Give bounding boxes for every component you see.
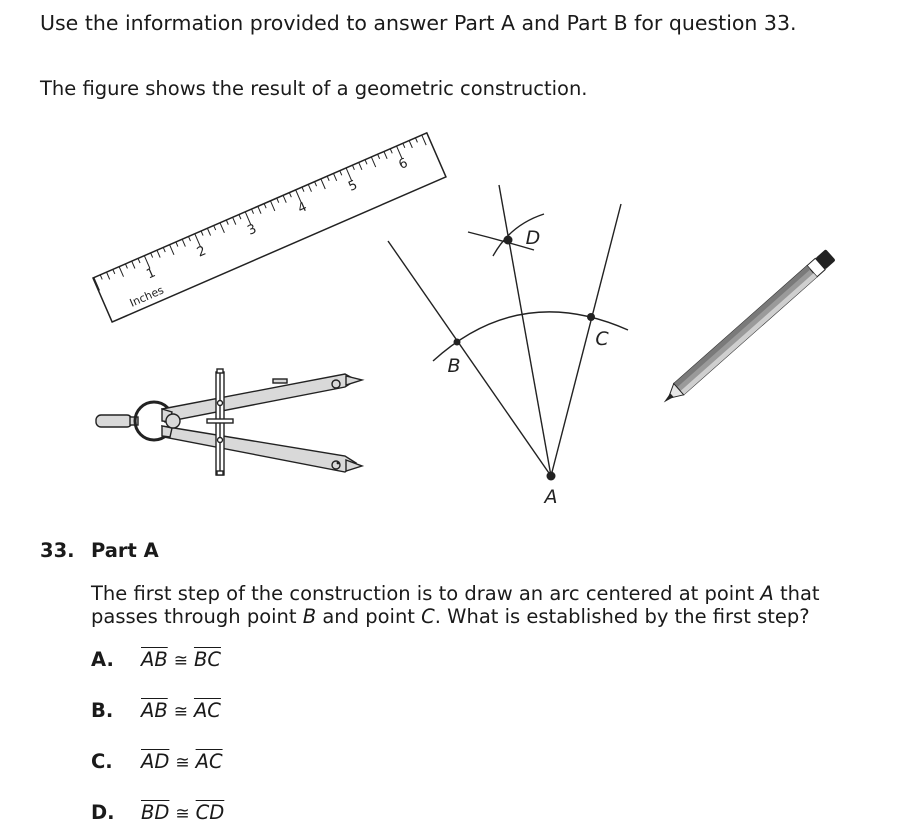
prompt-text: passes through point xyxy=(91,605,303,628)
point-a-label: A xyxy=(544,486,558,508)
question-number: 33. xyxy=(40,539,75,562)
compass-illustration xyxy=(96,369,362,475)
ray-ab xyxy=(388,241,551,476)
intro-text: Use the information provided to answer Part A and Part B for question 33. xyxy=(40,11,797,35)
choice-segment-left: $\overline{AB}$ xyxy=(141,648,168,671)
choice-letter: C. xyxy=(91,750,113,773)
prompt-point: C xyxy=(421,605,435,628)
ruler-label-1: 1 xyxy=(144,265,159,283)
prompt-line-1 xyxy=(91,582,891,605)
answer-choice-c[interactable] xyxy=(91,748,223,776)
congruent-symbol: ≅ xyxy=(173,702,188,722)
ruler-label-3: 3 xyxy=(245,221,259,239)
figure-caption: The figure shows the result of a geometric construction. xyxy=(40,77,588,100)
question-header xyxy=(40,539,159,562)
choice-letter: D. xyxy=(91,801,115,824)
ruler-label-5: 5 xyxy=(346,177,360,195)
prompt-text: The first step of the construction is to draw an arc centered at point xyxy=(91,582,761,605)
choice-letter: A. xyxy=(91,648,114,671)
choice-segment-left: $\overline{AB}$ xyxy=(141,699,168,722)
question-prompt xyxy=(91,582,891,628)
choice-letter: B. xyxy=(91,699,114,722)
answer-choice-d[interactable] xyxy=(91,799,224,827)
prompt-text: that xyxy=(773,582,820,605)
point-d-dot xyxy=(504,236,513,245)
choice-segment-right: $\overline{AC}$ xyxy=(193,699,221,722)
choice-segment-right: $\overline{BC}$ xyxy=(193,648,221,671)
point-a-dot xyxy=(547,472,556,481)
construction-points xyxy=(454,236,596,481)
choice-segment-left: $\overline{BD}$ xyxy=(141,801,170,824)
choice-segment-right: $\overline{CD}$ xyxy=(195,801,225,824)
angle-construction xyxy=(388,185,628,476)
prompt-point: B xyxy=(302,605,317,628)
choice-segment-left: $\overline{AD}$ xyxy=(141,750,170,773)
prompt-text: and point xyxy=(316,605,422,628)
point-c-dot xyxy=(587,313,595,321)
point-b-dot xyxy=(454,339,461,346)
prompt-point: A xyxy=(760,582,774,605)
congruent-symbol: ≅ xyxy=(175,804,190,824)
point-b-label: B xyxy=(447,355,461,377)
ray-ac xyxy=(551,204,621,476)
ruler-label-6: 6 xyxy=(396,155,411,173)
point-d-label: D xyxy=(525,227,541,249)
prompt-line-2 xyxy=(91,605,891,628)
pencil-illustration xyxy=(659,249,836,408)
point-c-label: C xyxy=(595,328,609,350)
arc-from-b xyxy=(468,232,534,250)
choice-segment-right: $\overline{AC}$ xyxy=(195,750,223,773)
prompt-text: . What is established by the first step? xyxy=(434,605,810,628)
ruler-label-2: 2 xyxy=(194,243,209,261)
question-part: Part A xyxy=(91,539,159,562)
ruler-unit-label: Inches xyxy=(127,283,166,310)
answer-choice-a[interactable] xyxy=(91,646,221,674)
ruler-label-4: 4 xyxy=(295,199,310,217)
ruler-illustration xyxy=(93,133,446,322)
congruent-symbol: ≅ xyxy=(173,651,188,671)
congruent-symbol: ≅ xyxy=(175,753,190,773)
answer-choice-b[interactable] xyxy=(91,697,221,725)
